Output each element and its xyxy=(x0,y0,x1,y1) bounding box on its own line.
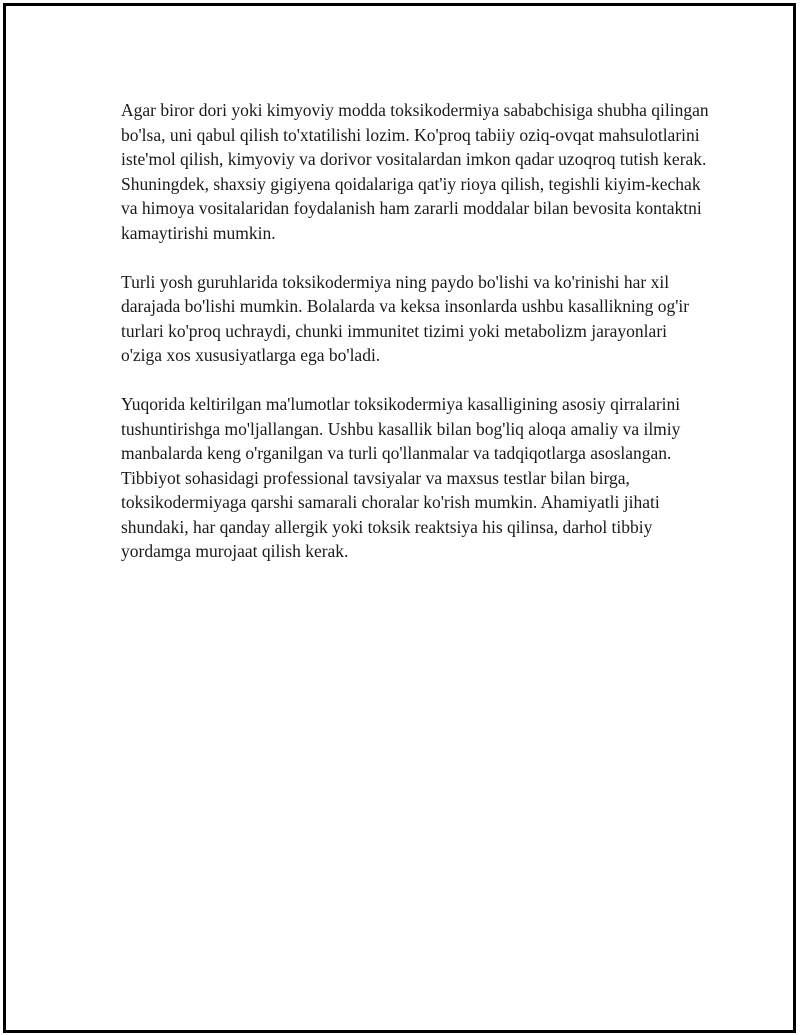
paragraph-treatment: Agar biror dori yoki kimyoviy modda toksikodermiya sababchisiga shubha qilingan bo'lsa, uni qabul qilish to'xtatilishi lozim. Ko'proq tabiiy oziq-ovqat mahsulotlarini iste'mol qilish, kimyoviy va dorivor vositalardan imkon qadar uzoqroq tutish kerak. Shuningdek, shaxsiy gigiyena qoidalariga qat'iy rioya qilish, tegishli kiyim-kechak va himoya vositalaridan foydalanish ham zararli moddalar bilan bevosita kontaktni kamaytirishi mumkin. xyxy=(121,100,709,243)
document-body xyxy=(121,98,711,588)
paragraph-summary: Yuqorida keltirilgan ma'lumotlar toksikodermiya kasalligining asosiy qirralarini tushuntirishga mo'ljallangan. Ushbu kasallik bilan bog'liq aloqa amaliy va ilmiy manbalarda keng o'rganilgan va turli qo'llanmalar va tadqiqotlarga asoslangan. Tibbiyot sohasidagi professional tavsiyalar va maxsus testlar bilan birga, toksikodermiyaga qarshi samarali choralar ko'rish mumkin. Ahamiyatli jihati shundaki, har qanday allergik yoki toksik reaktsiya his qilinsa, darhol tibbiy yordamga murojaat qilish kerak. xyxy=(121,394,681,561)
paragraph-age-groups: Turli yosh guruhlarida toksikodermiya ning paydo bo'lishi va ko'rinishi har xil darajada bo'lishi mumkin. Bolalarda va keksa insonlarda ushbu kasallikning og'ir turlari ko'proq uchraydi, chunki immunitet tizimi yoki metabolizm jarayonlari o'ziga xos xususiyatlarga ega bo'ladi. xyxy=(121,271,690,365)
page-frame xyxy=(3,3,796,1033)
